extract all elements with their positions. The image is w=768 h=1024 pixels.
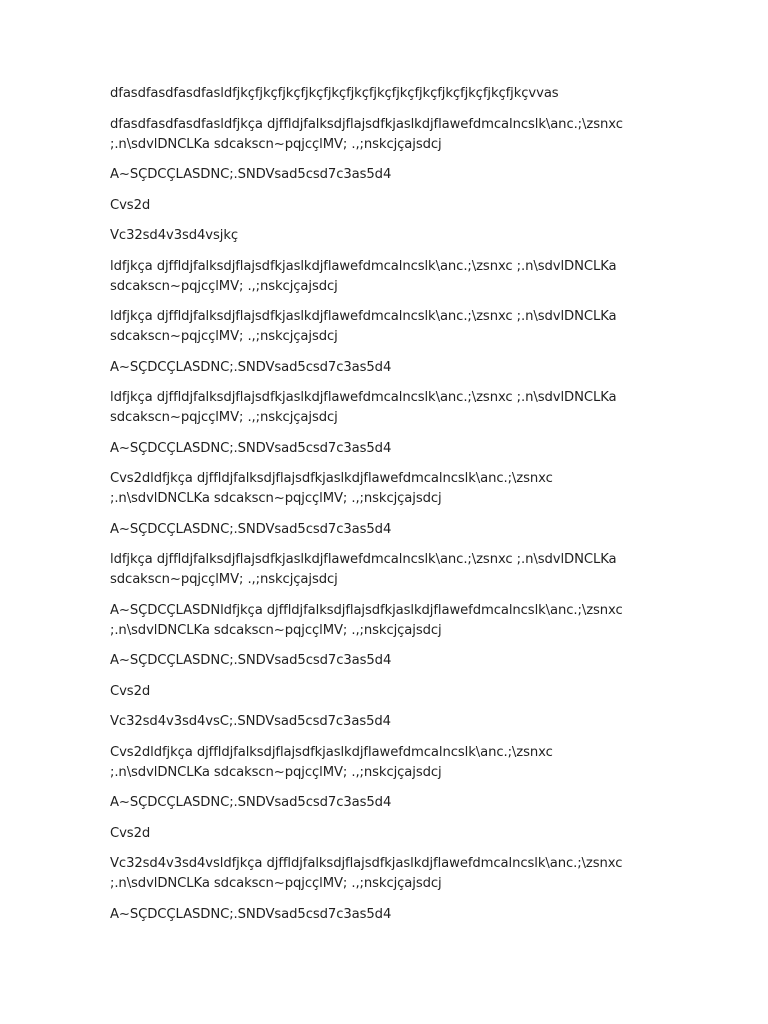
paragraph: A~SÇDCÇLASDNC;.SNDVsad5csd7c3as5d4 <box>110 440 392 456</box>
paragraph: ldfjkça djffldjfalksdjflajsdfkjaslkdjflawefdmcalncslk\anc.;\zsnxc ;.n\sdvlDNCLKa sdcakscn~pqjcçlMV; .,;nskcjçajsdcj <box>110 552 617 587</box>
document-body <box>110 84 655 935</box>
paragraph: A~SÇDCÇLASDNC;.SNDVsad5csd7c3as5d4 <box>110 795 392 810</box>
paragraph: Vc32sd4v3sd4vsldfjkça djffldjfalksdjflajsdfkjaslkdjflawefdmcalncslk\anc.;\zsnxc ;.n\sdvlDNCLKa sdcakscn~pqjcçlMV; .,;nskcjçajsdcj <box>110 856 623 891</box>
paragraph: A~SÇDCÇLASDNldfjkça djffldjfalksdjflajsdfkjaslkdjflawefdmcalncslk\anc.;\zsnxc ;.n\sdvlDNCLKa sdcakscn~pqjcçlMV; .,;nskcjçajsdcj <box>110 602 623 638</box>
paragraph: dfasdfasdfasdfasldfjkçfjkçfjkçfjkçfjkçfjkçfjkçfjkçfjkçfjkçfjkçfjkçfjkçvvas <box>110 86 559 101</box>
paragraph: Vc32sd4v3sd4vsjkç <box>110 228 239 243</box>
paragraph: A~SÇDCÇLASDNC;.SNDVsad5csd7c3as5d4 <box>110 906 392 922</box>
paragraph: Cvs2d <box>110 683 151 699</box>
paragraph: Vc32sd4v3sd4vsC;.SNDVsad5csd7c3as5d4 <box>110 714 391 729</box>
paragraph: dfasdfasdfasdfasldfjkça djffldjfalksdjflajsdfkjaslkdjflawefdmcalncslk\anc.;\zsnxc ;.n\sdvlDNCLKa sdcakscn~pqjcçlMV; .,;nskcjçajsdcj <box>110 116 623 152</box>
paragraph: A~SÇDCÇLASDNC;.SNDVsad5csd7c3as5d4 <box>110 653 392 668</box>
paragraph: Cvs2d <box>110 197 151 213</box>
paragraph: Cvs2dldfjkça djffldjfalksdjflajsdfkjaslkdjflawefdmcalncslk\anc.;\zsnxc ;.n\sdvlDNCLKa sdcakscn~pqjcçlMV; .,;nskcjçajsdcj <box>110 744 553 780</box>
paragraph: Cvs2d <box>110 825 151 841</box>
paragraph: A~SÇDCÇLASDNC;.SNDVsad5csd7c3as5d4 <box>110 359 392 375</box>
paragraph: A~SÇDCÇLASDNC;.SNDVsad5csd7c3as5d4 <box>110 167 392 182</box>
paragraph: ldfjkça djffldjfalksdjflajsdfkjaslkdjflawefdmcalncslk\anc.;\zsnxc ;.n\sdvlDNCLKa sdcakscn~pqjcçlMV; .,;nskcjçajsdcj <box>110 309 617 344</box>
paragraph: ldfjkça djffldjfalksdjflajsdfkjaslkdjflawefdmcalncslk\anc.;\zsnxc ;.n\sdvlDNCLKa sdcakscn~pqjcçlMV; .,;nskcjçajsdcj <box>110 390 617 425</box>
paragraph: Cvs2dldfjkça djffldjfalksdjflajsdfkjaslkdjflawefdmcalncslk\anc.;\zsnxc ;.n\sdvlDNCLKa sdcakscn~pqjcçlMV; .,;nskcjçajsdcj <box>110 471 553 506</box>
paragraph: A~SÇDCÇLASDNC;.SNDVsad5csd7c3as5d4 <box>110 521 392 537</box>
paragraph: ldfjkça djffldjfalksdjflajsdfkjaslkdjflawefdmcalncslk\anc.;\zsnxc ;.n\sdvlDNCLKa sdcakscn~pqjcçlMV; .,;nskcjçajsdcj <box>110 258 617 294</box>
